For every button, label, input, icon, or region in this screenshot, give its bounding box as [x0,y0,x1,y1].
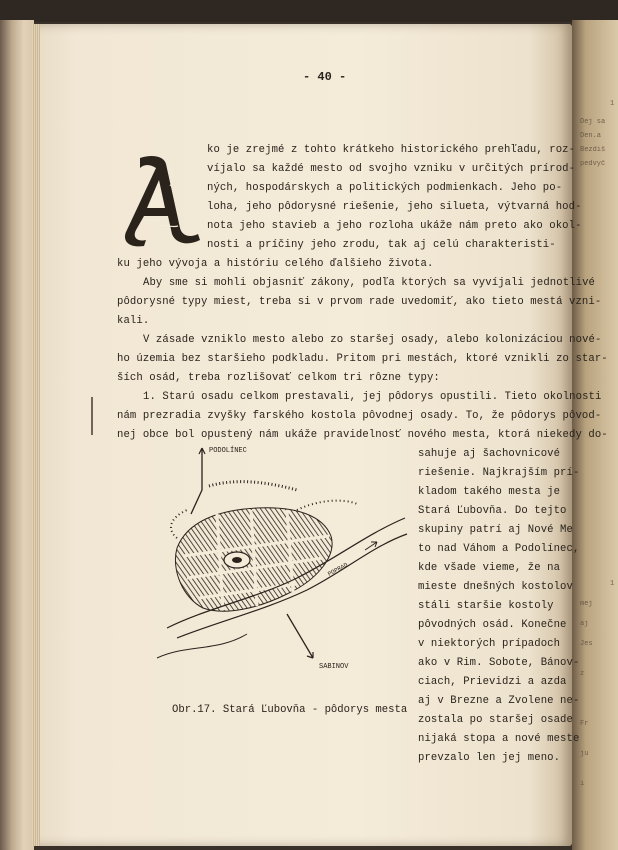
column-line: to nad Váhom a Podolínec, [418,543,580,555]
right-page-text: Bezdiš [580,146,606,154]
column-line: aj v Brezne a Zvolene ne- [418,695,580,707]
column-line: kladom takého mesta je [418,486,561,498]
text-line: loha, jeho pôdorysné riešenie, jeho silueta, výtvarná hod- [207,201,582,213]
column-line: kde všade vieme, že na [418,562,561,574]
right-page-text: 1 [610,580,615,588]
right-page-text: pedvyč [580,160,606,168]
right-page-text: Fr [580,720,589,728]
column-line: zostala po staršej osade [418,714,573,726]
right-page-text: ju [580,750,589,758]
dropcap-letter: A [118,150,119,151]
right-page-text: mej [580,600,593,608]
column-line: sahuje aj šachovnicové [418,448,561,460]
right-page-text: Den.a [580,132,602,140]
column-line: v niektorých prípadoch [418,638,561,650]
column-line: mieste dnešných kostolov [418,581,573,593]
column-line: pôvodných osád. Konečne [418,619,567,631]
text-line: ho územia bez staršieho podkladu. Pritom pri mestách, ktoré vznikli zo star- [117,353,608,365]
right-page-text: Dej sa [580,118,606,126]
text-line: ných, hospodárskych a politických podmienkach. Jeho po- [207,182,563,194]
text-line: nosti a príčiny jeho zrodu, tak aj celú charakteristi- [207,239,556,251]
label-river: POPRAD [326,561,350,578]
road-north [191,448,202,514]
right-page-text: aj [580,620,589,628]
church [232,557,242,563]
town-plan-figure [147,438,409,678]
text-line: nej obce bol opustený nám ukáže pravidelnosť nového mesta, ktorá niekedy do- [117,429,608,441]
column-line: ako v Rim. Sobote, Bánov- [418,657,580,669]
text-line: kali. [117,315,150,327]
column-line: nijaká stopa a nové meste [418,733,580,745]
right-page-text: z [580,670,585,678]
text-line: nám prezradia zvyšky farského kostola pôvodnej osady. To, že pôdorys pôvod- [117,410,602,422]
text-line: 1. Starú osadu celkom prestavali, jej pôdorys opustili. Tieto okolnosti [143,391,602,403]
label-north: PODOLÍNEC [209,447,247,455]
text-line: ku jeho vývoja a históriu celého ďalšieho života. [117,258,434,270]
text-line: ších osád, treba rozlišovať celkom tri rôzne typy: [117,372,440,384]
text-line: V zásade vzniklo mesto alebo zo staršej osady, alebo kolonizáciou nové- [143,334,602,346]
page-stack-edge [32,24,40,846]
right-page-text: i [580,780,585,788]
right-page-text: Jes [580,640,593,648]
margin-pencil-mark [91,397,93,435]
column-line: skupiny patrí aj Nové Me [418,524,573,536]
page-number: - 40 - [303,70,347,84]
column-line: prevzalo len jej meno. [418,752,561,764]
text-line: pôdorysné typy miest, treba si v prvom rade uvedomiť, ako tieto mestá vzni- [117,296,602,308]
text-line: víjalo sa každé mesto od svojho vzniku v určitých prírod- [207,163,576,175]
text-line: nota jeho stavieb a jeho rozloha ukáže nám preto ako okol- [207,220,582,232]
stream [157,634,247,658]
terrain-dots [209,482,297,490]
column-line: Stará Ľubovňa. Do tejto [418,505,567,517]
column-line: stáli staršie kostoly [418,600,554,612]
figure-caption: Obr.17. Stará Ľubovňa - pôdorys mesta [172,704,408,716]
dropcap-ornament [118,150,204,250]
label-south: SABINOV [319,663,349,671]
text-line: ko je zrejmé z tohto krátkeho historického prehľadu, roz- [207,144,576,156]
right-page-text: 1 [610,100,615,108]
text-line: Aby sme si mohli objasniť zákony, podľa ktorých sa vyvíjali jednotlivé [143,277,596,289]
left-page-edge [0,20,34,850]
column-line: riešenie. Najkrajším prí- [418,467,580,479]
column-line: ciach, Prievidzi a azda [418,676,567,688]
road-south [287,614,313,658]
top-dark-strip [0,0,618,22]
